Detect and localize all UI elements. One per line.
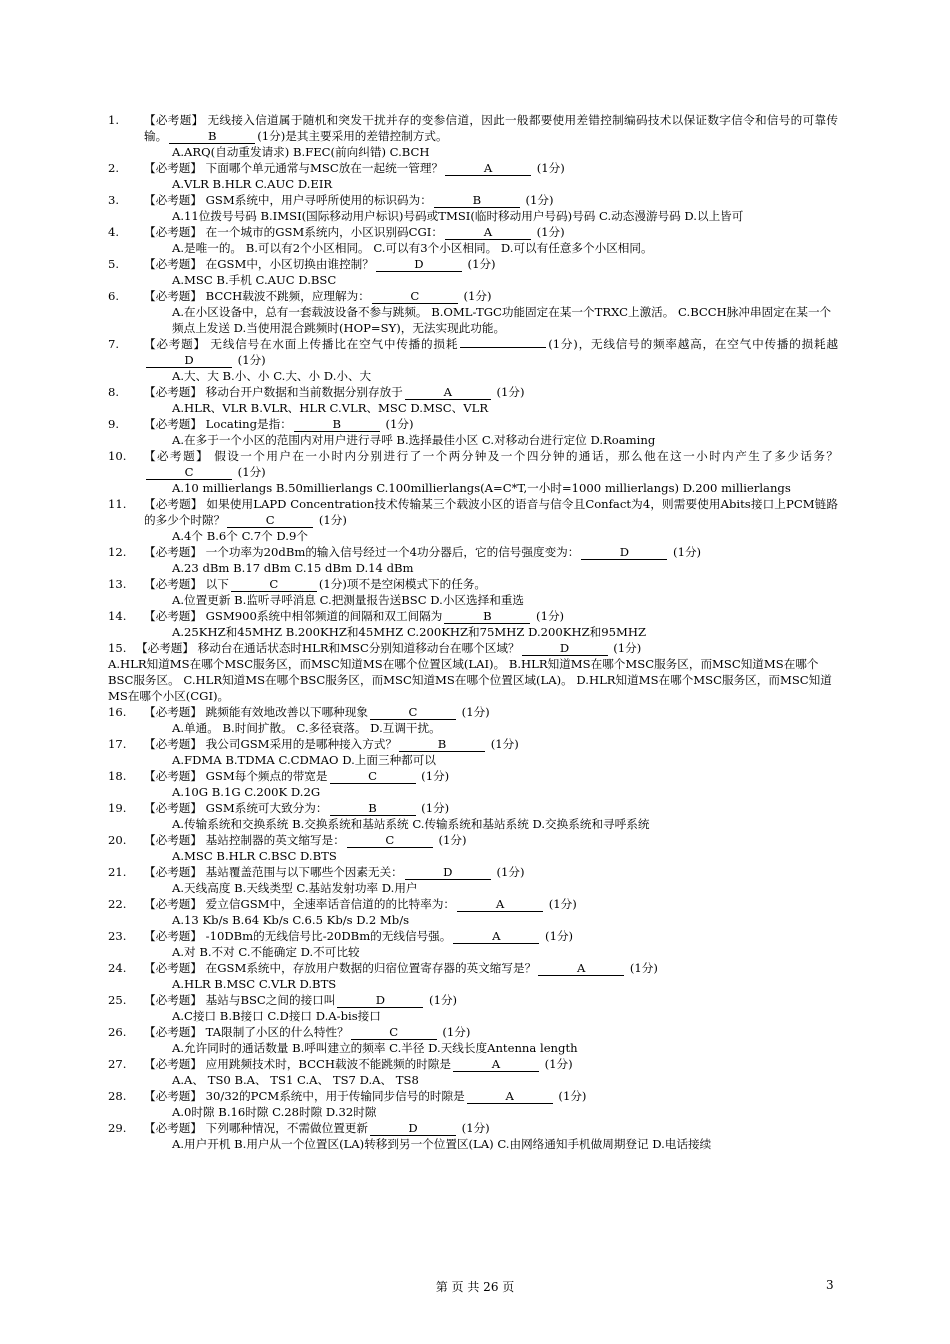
- question-body: [144, 448, 838, 496]
- question-item: [108, 224, 838, 256]
- question-number: 19.: [108, 801, 127, 815]
- question-tag: 【必考题】: [144, 705, 202, 719]
- question-options: A.MSC B.HLR C.BSC D.BTS: [172, 849, 337, 863]
- question-body: [144, 832, 838, 864]
- question-number: 24.: [108, 961, 127, 975]
- question-options: A.11位拨号号码 B.IMSI(国际移动用户标识)号码或TMSI(临时移动用户号码)号码 C.动态漫游号码 D.以上皆可: [172, 209, 744, 223]
- question-stem: [144, 704, 838, 720]
- question-text: 基站控制器的英文缩写是：: [201, 833, 345, 847]
- question-stem: [144, 288, 838, 304]
- question-number: 4.: [108, 225, 120, 239]
- question-number: 13.: [108, 577, 127, 591]
- question-score: (1分): [417, 801, 450, 815]
- question-stem: [144, 1088, 838, 1104]
- question-body: [144, 544, 838, 576]
- answer-blank: C: [372, 289, 458, 304]
- question-tag: 【必考题】: [144, 577, 202, 591]
- question-tag: 【必考题】: [144, 449, 210, 463]
- question-stem: [144, 160, 838, 176]
- question-text: TA限制了小区的什么特性？: [201, 1025, 349, 1039]
- question-number: 10.: [108, 449, 127, 463]
- question-score: (1分): [457, 1121, 490, 1135]
- answer-blank: D: [581, 545, 667, 560]
- question-text: 在GSM中，小区切换由谁控制？: [201, 257, 374, 271]
- question-stem: [144, 1120, 838, 1136]
- question-text: -10DBm的无线信号比-20DBm的无线信号强。: [201, 929, 452, 943]
- question-options: A.10 millierlangs B.50millierlangs C.100millierlangs(A=C*T,一小时=1000 millierlangs) D.200 millierlangs: [172, 481, 791, 495]
- question-number: 9.: [108, 417, 120, 431]
- question-text: Locating是指：: [201, 417, 292, 431]
- question-body: [144, 800, 838, 832]
- question-stem: [144, 224, 838, 240]
- question-tag: 【必考题】: [144, 1025, 202, 1039]
- question-tag: 【必考题】: [144, 993, 202, 1007]
- question-options: A.VLR B.HLR C.AUC D.EIR: [172, 177, 333, 191]
- question-text: 爱立信GSM中，全速率话音信道的的比特率为：: [201, 897, 456, 911]
- answer-blank: D: [522, 641, 608, 656]
- question-score: (1分): [609, 641, 642, 655]
- question-stem: [144, 544, 838, 560]
- question-score: (1分): [541, 929, 574, 943]
- answer-blank: B: [169, 129, 255, 144]
- question-item: [108, 112, 838, 160]
- question-item: [108, 384, 838, 416]
- question-options: A.23 dBm B.17 dBm C.15 dBm D.14 dBm: [172, 561, 414, 575]
- question-item: [108, 736, 838, 768]
- question-item: [108, 1088, 838, 1120]
- question-body: [144, 1120, 838, 1152]
- question-stem: [144, 1056, 838, 1072]
- question-tag: 【必考题】: [144, 897, 202, 911]
- question-score: (1分): [554, 1089, 587, 1103]
- question-tag: 【必考题】: [144, 961, 202, 975]
- question-item: [108, 576, 838, 608]
- question-body: [144, 928, 838, 960]
- question-tag: 【必考题】: [144, 1121, 202, 1135]
- question-number: 26.: [108, 1025, 127, 1039]
- question-number: 7.: [108, 337, 120, 351]
- question-options: A.A、 TS0 B.A、 TS1 C.A、 TS7 D.A、 TS8: [172, 1073, 419, 1087]
- question-tag: 【必考题】: [144, 545, 202, 559]
- question-options: A.25KHZ和45MHZ B.200KHZ和45MHZ C.200KHZ和75MHZ D.200KHZ和95MHZ: [172, 625, 647, 639]
- question-options: A.HLR、VLR B.VLR、HLR C.VLR、MSC D.MSC、VLR: [172, 401, 489, 415]
- question-body: [144, 960, 838, 992]
- question-score: (1分): [381, 417, 414, 431]
- question-stem: [144, 1024, 838, 1040]
- question-text: BCCH载波不跳频，应理解为：: [201, 289, 370, 303]
- question-body: [144, 1056, 838, 1088]
- question-score: (1分): [487, 737, 519, 751]
- question-stem: [144, 928, 838, 944]
- question-tag: 【必考题】: [144, 385, 202, 399]
- question-item: [108, 544, 838, 576]
- question-tag: 【必考题】: [144, 833, 202, 847]
- answer-blank: A: [457, 897, 543, 912]
- question-text: 30/32的PCM系统中，用于传输同步信号的时隙是: [201, 1089, 465, 1103]
- answer-blank: C: [231, 577, 317, 592]
- question-item: [108, 608, 838, 640]
- question-stem: [144, 992, 838, 1008]
- question-tag: 【必考题】: [144, 289, 202, 303]
- answer-blank: D: [405, 865, 491, 880]
- question-number: 29.: [108, 1121, 127, 1135]
- question-options: A.HLR知道MS在哪个MSC服务区，而MSC知道MS在哪个位置区域(LAI)。 B.HLR知道MS在哪个MSC服务区，而MSC知道MS在哪个BSC服务区。 C.HLR知道MS在哪个BSC服务区，而MSC知道MS在哪个位置区域(LA)。 D.HLR知道MS在哪个MSC服务区，而MSC知道MS在哪个小区(CGI)。: [108, 657, 832, 703]
- question-score: (1分): [492, 385, 525, 399]
- question-options: A.传输系统和交换系统 B.交换系统和基站系统 C.传输系统和基站系统 D.交换系统和寻呼系统: [172, 817, 650, 831]
- question-options: A.MSC B.手机 C.AUC D.BSC: [172, 273, 337, 287]
- question-score: (1分)是其主要采用的差错控制方式。: [257, 129, 448, 143]
- question-number: 22.: [108, 897, 127, 911]
- question-number: 11.: [108, 497, 127, 511]
- question-tag: 【必考题】: [144, 225, 202, 239]
- question-score: (1分): [626, 961, 658, 975]
- answer-blank: D: [337, 993, 423, 1008]
- question-text: 下面哪个单元通常与MSC放在一起统一管理？: [201, 161, 444, 175]
- question-body: [144, 1088, 838, 1120]
- question-item: [108, 160, 838, 192]
- question-body: [144, 288, 838, 336]
- question-body: [144, 384, 838, 416]
- question-text: 移动台开户数据和当前数据分别存放于: [201, 385, 403, 399]
- question-item: [108, 864, 838, 896]
- question-stem: [144, 800, 838, 816]
- question-text: GSM每个频点的带宽是: [201, 769, 328, 783]
- question-stem: [144, 448, 838, 480]
- question-number: 16.: [108, 705, 127, 719]
- question-item: [108, 800, 838, 832]
- question-score: (1分): [545, 897, 577, 911]
- question-stem: [144, 960, 838, 976]
- question-body: [144, 192, 838, 224]
- question-item: [108, 992, 838, 1024]
- question-number: 12.: [108, 545, 127, 559]
- question-tag: 【必考题】: [144, 113, 204, 127]
- question-text: 跳频能有效地改善以下哪种现象: [201, 705, 368, 719]
- question-body: [144, 112, 838, 160]
- question-text: 应用跳频技术时，BCCH载波不能跳频的时隙是: [201, 1057, 451, 1071]
- question-stem: [144, 768, 838, 784]
- question-body: [144, 1024, 838, 1056]
- question-score: (1分): [532, 225, 565, 239]
- question-options: A.允许同时的通话数量 B.呼叫建立的频率 C.半径 D.天线长度Antenna length: [172, 1041, 578, 1055]
- question-body: [144, 768, 838, 800]
- question-list: [108, 112, 838, 1152]
- question-score: (1分): [234, 465, 266, 479]
- question-item: [108, 288, 838, 336]
- question-item: [108, 704, 838, 736]
- question-body: [144, 736, 838, 768]
- question-stem: [144, 496, 838, 528]
- question-text: 基站与BSC之间的接口叫: [201, 993, 336, 1007]
- question-stem: [144, 192, 838, 208]
- question-number: 20.: [108, 833, 127, 847]
- question-item: [108, 832, 838, 864]
- question-number: 17.: [108, 737, 127, 751]
- question-tag: 【必考题】: [144, 929, 202, 943]
- question-number: 5.: [108, 257, 120, 271]
- question-score: (1分): [463, 257, 496, 271]
- question-item: [108, 928, 838, 960]
- question-options: A.FDMA B.TDMA C.CDMAO D.上面三种都可以: [172, 753, 436, 767]
- question-body: [144, 992, 838, 1024]
- question-item: [108, 256, 838, 288]
- question-text: 如果使用LAPD Concentration技术传输某三个载波小区的语音与信令且Confact为4，则需要使用Abits接口上PCM链路的多少个时隙？: [144, 497, 838, 527]
- answer-blank: A: [538, 961, 624, 976]
- question-score: (1分): [434, 833, 467, 847]
- question-number: 15.: [108, 641, 127, 655]
- question-text: 无线信号在水面上传播比在空气中传播的损耗: [205, 337, 459, 351]
- question-number: 28.: [108, 1089, 127, 1103]
- question-number: 25.: [108, 993, 127, 1007]
- question-text: 以下: [201, 577, 229, 591]
- question-tag: 【必考题】: [144, 193, 202, 207]
- question-score: (1分): [533, 161, 565, 175]
- answer-blank: C: [351, 1025, 437, 1040]
- question-tag: 【必考题】: [144, 337, 206, 351]
- question-text: 假设一个用户在一小时内分别进行了一个两分钟及一个四分钟的通话，那么他在这一小时内产生了多少话务？: [209, 449, 838, 463]
- question-options: A.天线高度 B.天线类型 C.基站发射功率 D.用户: [172, 881, 418, 895]
- question-number: 6.: [108, 289, 120, 303]
- answer-blank: B: [330, 801, 416, 816]
- question-text: 我公司GSM采用的是哪种接入方式？: [201, 737, 398, 751]
- answer-blank: C: [146, 465, 232, 480]
- question-stem: [144, 336, 838, 368]
- answer-blank: D: [370, 1121, 456, 1136]
- question-number: 23.: [108, 929, 127, 943]
- question-tag: 【必考题】: [144, 737, 202, 751]
- question-text: 在GSM系统中，存放用户数据的归宿位置寄存器的英文缩写是？: [201, 961, 537, 975]
- question-text: 一个功率为20dBm的输入信号经过一个4功分器后，它的信号强度变为：: [201, 545, 580, 559]
- answer-blank: D: [376, 257, 462, 272]
- answer-blank: B: [434, 193, 520, 208]
- answer-blank: A: [405, 385, 491, 400]
- question-body: [144, 864, 838, 896]
- question-options: A.0时隙 B.16时隙 C.28时隙 D.32时隙: [172, 1105, 377, 1119]
- question-options: A.C接口 B.B接口 C.D接口 D.A-bis接口: [172, 1009, 381, 1023]
- question-stem: [144, 256, 838, 272]
- answer-blank: B: [399, 737, 485, 752]
- question-item: [108, 1024, 838, 1056]
- question-stem: [144, 608, 838, 624]
- question-options: A.大、大 B.小、小 C.大、小 D.小、大: [172, 369, 372, 383]
- question-score: (1分): [669, 545, 702, 559]
- question-stem: [144, 864, 838, 880]
- answer-blank: A: [445, 161, 531, 176]
- page-count: 第 页 共 26 页: [435, 1280, 515, 1294]
- page-number: 3: [826, 1278, 834, 1292]
- question-text: 基站覆盖范围与以下哪些个因素无关：: [201, 865, 403, 879]
- question-stem: [144, 384, 838, 400]
- question-score: (1分): [521, 193, 554, 207]
- question-score: (1分): [438, 1025, 471, 1039]
- question-body: [144, 704, 838, 736]
- question-tag: 【必考题】: [144, 497, 203, 511]
- question-score: (1分): [459, 289, 492, 303]
- question-body: [144, 496, 838, 544]
- question-tag: 【必考题】: [144, 161, 202, 175]
- answer-blank: A: [453, 1057, 539, 1072]
- question-item: [108, 448, 838, 496]
- question-body: [144, 416, 838, 448]
- answer-blank: C: [370, 705, 456, 720]
- question-tag: 【必考题】: [144, 769, 202, 783]
- question-stem: [136, 640, 838, 656]
- question-tag: 【必考题】: [144, 257, 202, 271]
- answer-blank: A: [445, 225, 531, 240]
- question-stem: [144, 736, 838, 752]
- answer-blank: A: [453, 929, 539, 944]
- question-options: A.ARQ(自动重发请求) B.FEC(前向纠错) C.BCH: [172, 145, 430, 159]
- question-stem: [144, 416, 838, 432]
- question-item: [108, 640, 838, 704]
- question-options: A.4个 B.6个 C.7个 D.9个: [172, 529, 308, 543]
- question-score: (1分): [234, 353, 266, 367]
- question-item: [108, 896, 838, 928]
- question-options: A.HLR B.MSC C.VLR D.BTS: [172, 977, 337, 991]
- question-stem: [144, 896, 838, 912]
- question-options: A.用户开机 B.用户从一个位置区(LA)转移到另一个位置区(LA) C.由网络通知手机做周期登记 D.电话接续: [172, 1137, 712, 1151]
- question-body: [144, 160, 838, 192]
- question-score: (1分): [492, 865, 525, 879]
- question-options: A.13 Kb/s B.64 Kb/s C.6.5 Kb/s D.2 Mb/s: [172, 913, 410, 927]
- question-number: 2.: [108, 161, 120, 175]
- question-body: [144, 256, 838, 288]
- question-body: [144, 224, 838, 256]
- question-stem: [144, 112, 838, 144]
- question-number: 18.: [108, 769, 127, 783]
- answer-blank: C: [227, 513, 313, 528]
- question-text: 移动台在通话状态时HLR和MSC分别知道移动台在哪个区域？: [193, 641, 520, 655]
- question-item: [108, 768, 838, 800]
- question-options: A.在多于一个小区的范围内对用户进行寻呼 B.选择最佳小区 C.对移动台进行定位 D.Roaming: [172, 433, 656, 447]
- answer-blank: C: [330, 769, 416, 784]
- question-item: [108, 960, 838, 992]
- question-number: 8.: [108, 385, 120, 399]
- answer-blank: B: [294, 417, 380, 432]
- question-item: [108, 416, 838, 448]
- question-score: (1分): [457, 705, 490, 719]
- question-score: (1分): [425, 993, 458, 1007]
- question-tag: 【必考题】: [144, 801, 202, 815]
- question-item: [108, 496, 838, 544]
- question-number: 14.: [108, 609, 127, 623]
- question-options: A.在小区设备中，总有一套载波设备不参与跳频。 B.OML-TGC功能固定在某一个TRXC上激活。 C.BCCH脉冲串固定在某一个频点上发送 D.当使用混合跳频时(HOP=SY)，无法实现此功能。: [172, 305, 832, 335]
- question-body: [144, 896, 838, 928]
- question-number: 21.: [108, 865, 127, 879]
- question-number: 1.: [108, 113, 120, 127]
- question-tag: 【必考题】: [136, 641, 194, 655]
- question-item: [108, 336, 838, 384]
- question-score: (1分): [532, 609, 565, 623]
- question-score: (1分): [540, 1057, 573, 1071]
- question-tag: 【必考题】: [144, 1089, 202, 1103]
- question-item: [108, 192, 838, 224]
- question-text: GSM系统中，用户寻呼所使用的标识码为：: [201, 193, 432, 207]
- question-tag: 【必考题】: [144, 417, 202, 431]
- answer-blank: C: [347, 833, 433, 848]
- question-item: [108, 1056, 838, 1088]
- answer-blank: [460, 347, 546, 348]
- question-item: [108, 1120, 838, 1152]
- question-stem: [144, 832, 838, 848]
- question-score: (1分)项不是空闲模式下的任务。: [318, 577, 487, 591]
- question-options: A.10G B.1G C.200K D.2G: [172, 785, 321, 799]
- answer-blank: D: [146, 353, 232, 368]
- question-text: 无线接入信道属于随机和突发干扰并存的变参信道，因此一般都要使用差错控制编码技术以保证数字信令和信号的可靠传输。: [144, 113, 838, 143]
- question-tag: 【必考题】: [144, 865, 202, 879]
- question-options: A.单通。 B.时间扩散。 C.多径衰落。 D.互调干扰。: [172, 721, 441, 735]
- question-text: 下列哪种情况，不需做位置更新: [201, 1121, 368, 1135]
- question-tag: 【必考题】: [144, 1057, 202, 1071]
- question-options: A.位置更新 B.监听寻呼消息 C.把测量报告送BSC D.小区选择和重选: [172, 593, 525, 607]
- question-text: 在一个城市的GSM系统内，小区识别码CGI：: [201, 225, 443, 239]
- question-options: A.是唯一的。 B.可以有2个小区相同。 C.可以有3个小区相同。 D.可以有任意多个小区相同。: [172, 241, 653, 255]
- question-stem: [144, 576, 838, 592]
- question-body: [144, 336, 838, 384]
- answer-blank: B: [444, 609, 530, 624]
- question-tag: 【必考题】: [144, 609, 202, 623]
- question-options: A.对 B.不对 C.不能确定 D.不可比较: [172, 945, 360, 959]
- question-score: (1分): [315, 513, 347, 527]
- question-text: GSM900系统中相邻频道的间隔和双工间隔为: [201, 609, 443, 623]
- question-text: GSM系统可大致分为：: [201, 801, 328, 815]
- answer-blank: A: [467, 1089, 553, 1104]
- question-number: 27.: [108, 1057, 127, 1071]
- question-score: (1分)，无线信号的频率越高，在空气中传播的损耗越: [548, 337, 838, 351]
- question-score: (1分): [417, 769, 450, 783]
- question-number: 3.: [108, 193, 120, 207]
- question-body: [144, 576, 838, 608]
- question-body: [144, 608, 838, 640]
